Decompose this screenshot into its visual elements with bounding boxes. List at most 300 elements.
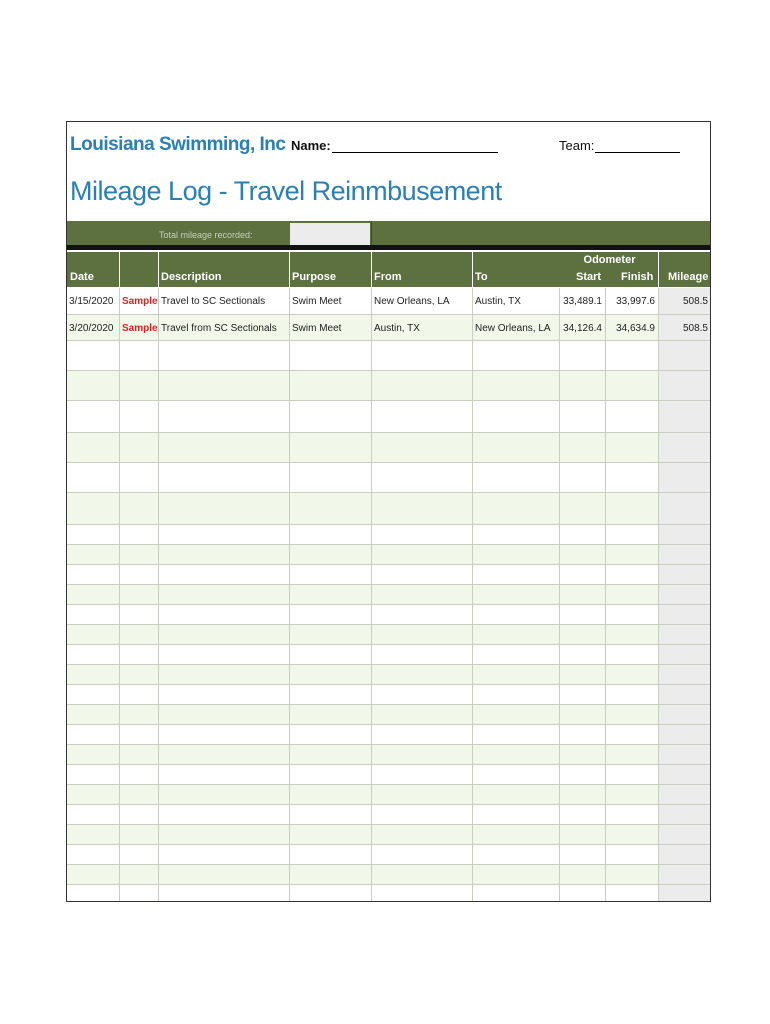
cell-purpose[interactable] [290,433,372,462]
cell-to[interactable]: Austin, TX [473,288,560,314]
cell-tag[interactable] [120,865,159,884]
column-header-row [67,252,711,287]
cell-from[interactable] [372,725,473,744]
cell-description[interactable] [159,401,290,432]
cell-mileage[interactable] [659,605,711,624]
cell-finish[interactable] [606,865,659,884]
cell-purpose[interactable]: Swim Meet [290,288,372,314]
col-purpose-header: Purpose [292,271,337,283]
cell-description[interactable] [159,605,290,624]
cell-date[interactable]: 3/20/2020 [67,315,120,340]
cell-date[interactable] [67,463,120,492]
cell-tag[interactable] [120,645,159,664]
cell-start[interactable] [560,525,606,544]
cell-description[interactable] [159,625,290,644]
table-row [67,865,711,885]
cell-start[interactable] [560,665,606,684]
table-row [67,525,711,545]
cell-start[interactable] [560,545,606,564]
cell-to[interactable] [473,725,560,744]
table-row [67,315,711,341]
cell-to[interactable] [473,625,560,644]
cell-description[interactable] [159,685,290,704]
cell-mileage[interactable] [659,845,711,864]
cell-mileage[interactable] [659,401,711,432]
table-row [67,585,711,605]
table-row [67,725,711,745]
cell-mileage[interactable] [659,645,711,664]
cell-tag[interactable] [120,371,159,400]
table-row [67,401,711,433]
cell-finish[interactable] [606,341,659,370]
table-row [67,288,711,315]
cell-finish[interactable] [606,625,659,644]
cell-to[interactable] [473,885,560,902]
cell-purpose[interactable] [290,401,372,432]
cell-finish[interactable]: 34,634.9 [606,315,659,340]
cell-to[interactable] [473,371,560,400]
cell-from[interactable] [372,585,473,604]
cell-description[interactable] [159,463,290,492]
cell-mileage[interactable] [659,805,711,824]
total-mileage-bar [67,221,711,245]
cell-start[interactable] [560,685,606,704]
cell-from[interactable]: New Orleans, LA [372,288,473,314]
cell-start[interactable] [560,885,606,902]
cell-purpose[interactable] [290,745,372,764]
cell-description[interactable] [159,565,290,584]
cell-mileage[interactable] [659,825,711,844]
cell-tag[interactable] [120,745,159,764]
cell-finish[interactable] [606,433,659,462]
col-date-header: Date [70,271,94,283]
cell-from[interactable] [372,885,473,902]
header-sep [158,252,159,287]
cell-finish[interactable] [606,765,659,784]
header-sep [119,252,120,287]
cell-date[interactable] [67,825,120,844]
cell-from[interactable] [372,463,473,492]
cell-tag[interactable] [120,525,159,544]
cell-from[interactable] [372,805,473,824]
cell-start[interactable] [560,463,606,492]
table-row [67,463,711,493]
cell-date[interactable] [67,805,120,824]
cell-description[interactable] [159,825,290,844]
table-row [67,825,711,845]
cell-from[interactable] [372,401,473,432]
cell-date[interactable] [67,341,120,370]
cell-start[interactable] [560,371,606,400]
cell-to[interactable] [473,765,560,784]
cell-description[interactable] [159,705,290,724]
cell-mileage[interactable] [659,665,711,684]
cell-to[interactable] [473,665,560,684]
cell-from[interactable] [372,645,473,664]
cell-to[interactable] [473,805,560,824]
cell-tag[interactable] [120,805,159,824]
cell-start[interactable] [560,401,606,432]
cell-to[interactable] [473,845,560,864]
cell-mileage[interactable] [659,463,711,492]
cell-description[interactable] [159,585,290,604]
cell-description[interactable] [159,805,290,824]
cell-tag[interactable] [120,605,159,624]
cell-purpose[interactable] [290,825,372,844]
cell-date[interactable] [67,885,120,902]
cell-mileage[interactable] [659,433,711,462]
cell-finish[interactable] [606,605,659,624]
col-to-header: To [475,271,488,283]
cell-mileage[interactable] [659,745,711,764]
cell-from[interactable] [372,545,473,564]
cell-from[interactable] [372,625,473,644]
cell-purpose[interactable] [290,341,372,370]
cell-date[interactable] [67,765,120,784]
cell-purpose[interactable] [290,493,372,524]
cell-from[interactable] [372,685,473,704]
col-start-header: Start [576,271,602,283]
cell-tag[interactable] [120,401,159,432]
cell-tag[interactable] [120,565,159,584]
cell-description[interactable] [159,725,290,744]
table-row [67,665,711,685]
cell-start[interactable] [560,725,606,744]
cell-from[interactable] [372,845,473,864]
cell-finish[interactable] [606,545,659,564]
cell-finish[interactable] [606,645,659,664]
cell-tag[interactable] [120,433,159,462]
table-row [67,565,711,585]
cell-from[interactable] [372,525,473,544]
cell-description[interactable] [159,865,290,884]
cell-tag[interactable] [120,545,159,564]
cell-to[interactable] [473,585,560,604]
cell-start[interactable] [560,805,606,824]
cell-description[interactable] [159,545,290,564]
cell-to[interactable] [473,785,560,804]
cell-start[interactable] [560,625,606,644]
cell-tag[interactable] [120,341,159,370]
cell-to[interactable] [473,865,560,884]
cell-date[interactable] [67,665,120,684]
cell-purpose[interactable] [290,765,372,784]
cell-purpose[interactable] [290,865,372,884]
cell-finish[interactable] [606,371,659,400]
cell-description[interactable] [159,885,290,902]
cell-start[interactable] [560,605,606,624]
cell-purpose[interactable] [290,665,372,684]
cell-finish[interactable]: 33,997.6 [606,288,659,314]
cell-to[interactable] [473,685,560,704]
table-row [67,685,711,705]
table-row [67,341,711,371]
table-row [67,705,711,725]
cell-purpose[interactable] [290,565,372,584]
team-label-text: Team: [559,138,595,153]
table-row [67,745,711,765]
cell-description[interactable] [159,665,290,684]
table-row [67,493,711,525]
cell-finish[interactable] [606,401,659,432]
cell-mileage[interactable] [659,545,711,564]
cell-tag[interactable] [120,685,159,704]
table-row [67,885,711,902]
header-sep [472,252,473,287]
cell-tag[interactable] [120,493,159,524]
cell-description[interactable] [159,845,290,864]
cell-finish[interactable] [606,665,659,684]
cell-from[interactable] [372,665,473,684]
cell-finish[interactable] [606,805,659,824]
cell-from[interactable] [372,765,473,784]
cell-date[interactable]: 3/15/2020 [67,288,120,314]
cell-purpose[interactable] [290,545,372,564]
cell-date[interactable] [67,865,120,884]
cell-purpose[interactable]: Swim Meet [290,315,372,340]
cell-from[interactable] [372,341,473,370]
header-divider-bar [67,245,711,250]
cell-mileage[interactable]: 508.5 [659,288,711,314]
cell-date[interactable] [67,585,120,604]
cell-description[interactable] [159,371,290,400]
total-bar-divider [371,221,372,245]
cell-start[interactable]: 34,126.4 [560,315,606,340]
cell-mileage[interactable] [659,885,711,902]
cell-tag[interactable] [120,845,159,864]
cell-start[interactable] [560,765,606,784]
cell-purpose[interactable] [290,805,372,824]
cell-finish[interactable] [606,825,659,844]
cell-mileage[interactable] [659,785,711,804]
team-field-label [559,138,680,153]
cell-to[interactable] [473,545,560,564]
cell-purpose[interactable] [290,525,372,544]
cell-start[interactable] [560,745,606,764]
cell-finish[interactable] [606,685,659,704]
cell-finish[interactable] [606,565,659,584]
cell-finish[interactable] [606,785,659,804]
cell-tag[interactable] [120,825,159,844]
cell-purpose[interactable] [290,463,372,492]
cell-to[interactable] [473,525,560,544]
cell-date[interactable] [67,545,120,564]
cell-finish[interactable] [606,885,659,902]
cell-date[interactable] [67,645,120,664]
cell-description[interactable] [159,745,290,764]
total-mileage-label: Total mileage recorded: [159,230,253,240]
cell-to[interactable] [473,565,560,584]
cell-from[interactable] [372,785,473,804]
cell-tag[interactable] [120,585,159,604]
cell-purpose[interactable] [290,625,372,644]
table-row [67,545,711,565]
cell-description[interactable]: Travel from SC Sectionals [159,315,290,340]
cell-mileage[interactable] [659,341,711,370]
name-label-text: Name: [291,138,331,153]
cell-tag[interactable] [120,705,159,724]
cell-from[interactable]: Austin, TX [372,315,473,340]
header-sep [289,252,290,287]
cell-description[interactable]: Travel to SC Sectionals [159,288,290,314]
cell-purpose[interactable] [290,645,372,664]
cell-description[interactable] [159,785,290,804]
name-field-line[interactable] [332,140,498,153]
table-row [67,805,711,825]
cell-date[interactable] [67,605,120,624]
cell-tag[interactable] [120,625,159,644]
cell-mileage[interactable] [659,685,711,704]
cell-to[interactable]: New Orleans, LA [473,315,560,340]
cell-start[interactable] [560,341,606,370]
cell-from[interactable] [372,865,473,884]
cell-description[interactable] [159,765,290,784]
cell-to[interactable] [473,463,560,492]
col-mileage-header: Mileage [668,271,709,283]
mileage-log-sheet [66,121,711,902]
col-odometer-header: Odometer [583,254,636,266]
cell-purpose[interactable] [290,585,372,604]
cell-purpose[interactable] [290,371,372,400]
cell-tag[interactable]: Sample [120,315,159,340]
header-sep [371,252,372,287]
total-mileage-value-cell[interactable] [290,223,370,245]
cell-start[interactable] [560,865,606,884]
cell-start[interactable] [560,433,606,462]
table-row [67,605,711,625]
cell-mileage[interactable] [659,493,711,524]
cell-to[interactable] [473,745,560,764]
organization-name: Louisiana Swimming, Inc [70,134,286,155]
cell-mileage[interactable] [659,565,711,584]
cell-from[interactable] [372,433,473,462]
cell-date[interactable] [67,745,120,764]
table-row [67,625,711,645]
cell-mileage[interactable] [659,865,711,884]
cell-start[interactable] [560,585,606,604]
cell-to[interactable] [473,401,560,432]
cell-mileage[interactable] [659,705,711,724]
cell-date[interactable] [67,685,120,704]
cell-to[interactable] [473,825,560,844]
cell-date[interactable] [67,493,120,524]
cell-start[interactable] [560,493,606,524]
cell-description[interactable] [159,525,290,544]
cell-description[interactable] [159,433,290,462]
cell-from[interactable] [372,565,473,584]
cell-mileage[interactable] [659,585,711,604]
cell-start[interactable] [560,785,606,804]
cell-tag[interactable] [120,785,159,804]
cell-date[interactable] [67,785,120,804]
cell-to[interactable] [473,493,560,524]
cell-mileage[interactable] [659,765,711,784]
cell-from[interactable] [372,825,473,844]
cell-finish[interactable] [606,705,659,724]
cell-finish[interactable] [606,585,659,604]
cell-purpose[interactable] [290,605,372,624]
cell-date[interactable] [67,401,120,432]
cell-start[interactable] [560,705,606,724]
table-row [67,645,711,665]
col-finish-header: Finish [621,271,654,283]
cell-tag[interactable] [120,665,159,684]
col-description-header: Description [161,271,222,283]
cell-start[interactable] [560,565,606,584]
cell-from[interactable] [372,605,473,624]
team-field-line[interactable] [595,140,680,153]
cell-finish[interactable] [606,845,659,864]
table-row [67,765,711,785]
table-row [67,433,711,463]
page-title: Mileage Log - Travel Reinmbusement [70,176,502,206]
cell-from[interactable] [372,705,473,724]
cell-start[interactable] [560,845,606,864]
cell-tag[interactable] [120,725,159,744]
cell-mileage[interactable] [659,525,711,544]
cell-description[interactable] [159,645,290,664]
table-row [67,785,711,805]
cell-from[interactable] [372,371,473,400]
cell-to[interactable] [473,433,560,462]
cell-mileage[interactable] [659,625,711,644]
cell-purpose[interactable] [290,785,372,804]
cell-tag[interactable] [120,885,159,902]
table-row [67,371,711,401]
cell-date[interactable] [67,433,120,462]
cell-date[interactable] [67,565,120,584]
cell-purpose[interactable] [290,885,372,902]
cell-description[interactable] [159,341,290,370]
cell-finish[interactable] [606,725,659,744]
cell-mileage[interactable]: 508.5 [659,315,711,340]
cell-start[interactable]: 33,489.1 [560,288,606,314]
cell-mileage[interactable] [659,725,711,744]
cell-tag[interactable] [120,463,159,492]
cell-to[interactable] [473,341,560,370]
cell-from[interactable] [372,745,473,764]
cell-date[interactable] [67,705,120,724]
cell-date[interactable] [67,845,120,864]
cell-description[interactable] [159,493,290,524]
col-from-header: From [374,271,402,283]
cell-to[interactable] [473,605,560,624]
table-row [67,845,711,865]
cell-finish[interactable] [606,463,659,492]
cell-date[interactable] [67,625,120,644]
cell-mileage[interactable] [659,371,711,400]
header-sep [658,252,659,287]
cell-tag[interactable] [120,765,159,784]
cell-purpose[interactable] [290,685,372,704]
cell-date[interactable] [67,371,120,400]
cell-to[interactable] [473,645,560,664]
cell-finish[interactable] [606,493,659,524]
cell-purpose[interactable] [290,845,372,864]
cell-finish[interactable] [606,745,659,764]
cell-purpose[interactable] [290,705,372,724]
cell-date[interactable] [67,725,120,744]
cell-start[interactable] [560,645,606,664]
cell-start[interactable] [560,825,606,844]
cell-date[interactable] [67,525,120,544]
name-field-label [291,138,498,153]
cell-purpose[interactable] [290,725,372,744]
cell-tag[interactable]: Sample [120,288,159,314]
cell-from[interactable] [372,493,473,524]
cell-finish[interactable] [606,525,659,544]
cell-to[interactable] [473,705,560,724]
